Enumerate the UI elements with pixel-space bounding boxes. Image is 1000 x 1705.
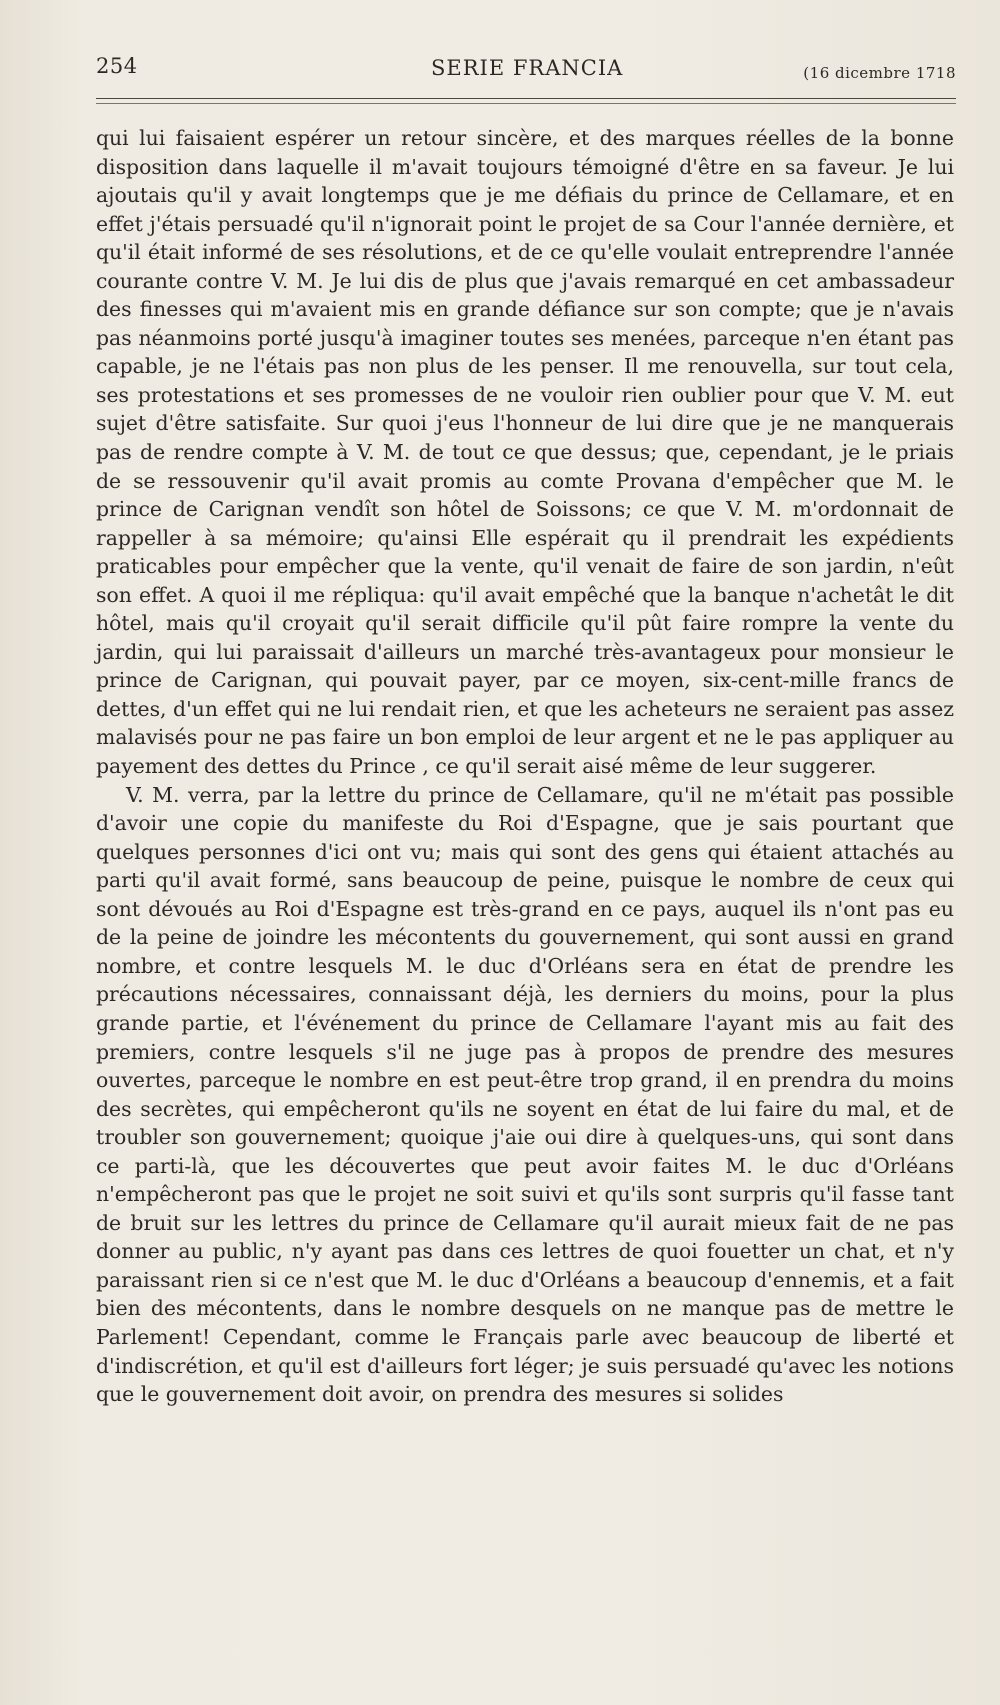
page-number: 254 xyxy=(96,54,138,78)
page-header xyxy=(96,50,956,86)
running-title: SERIE FRANCIA xyxy=(431,56,624,80)
body-text xyxy=(96,124,954,1409)
header-rule xyxy=(96,98,956,99)
header-rule-secondary xyxy=(96,103,956,104)
paragraph: qui lui faisaient espérer un retour sincère, et des marques réelles de la bonne disposition dans laquelle il m'avait toujours témoigné d'être en sa faveur. Je lui ajoutais qu'il y avait longtemps que je me défiais du prince de Cellamare, et en effet j'étais persuadé qu'il n'ignorait point le projet de sa Cour l'année dernière, et qu'il était informé de ses résolutions, et de ce qu'elle voulait entreprendre l'année courante contre V. M. Je lui dis de plus que j'avais remarqué en cet ambassadeur des finesses qui m'avaient mis en grande défiance sur son compte; que je n'avais pas néanmoins porté jusqu'à imaginer toutes ses menées, parceque n'en étant pas capable, je ne l'étais pas non plus de les penser. Il me renouvella, sur tout cela, ses protestations et ses promesses de ne vouloir rien oublier pour que V. M. eut sujet d'être satisfaite. Sur quoi j'eus l'honneur de lui dire que je ne manquerais pas de rendre compte à V. M. de tout ce que dessus; que, cependant, je le priais de se ressouvenir qu'il avait promis au comte Provana d'empêcher que M. le prince de Carignan vendît son hôtel de Soissons; ce que V. M. m'ordonnait de rappeller à sa mémoire; qu'ainsi Elle espérait qu il prendrait les expédients praticables pour empêcher que la vente, qu'il venait de faire de son jardin, n'eût son effet. A quoi il me répliqua: qu'il avait empêché que la banque n'achetât le dit hôtel, mais qu'il croyait qu'il serait difficile qu'il pût faire rompre la vente du jardin, qui lui paraissait d'ailleurs un marché très-avantageux pour monsieur le prince de Carignan, qui pouvait payer, par ce moyen, six-cent-mille francs de dettes, d'un effet qui ne lui rendait rien, et que les acheteurs ne seraient pas assez malavisés pour ne pas faire un bon emploi de leur argent et ne le pas appliquer au payement des dettes du Prince , ce qu'il serait aisé même de leur suggerer. xyxy=(96,126,954,779)
paragraph: V. M. verra, par la lettre du prince de Cellamare, qu'il ne m'était pas possible d'avoir une copie du manifeste du Roi d'Espagne, que je sais pourtant que quelques personnes d'ici ont vu; mais qui sont des gens qui étaient attachés au parti qu'il avait formé, sans beaucoup de peine, puisque le nombre de ceux qui sont dévoués au Roi d'Espagne est très-grand en ce pays, auquel ils n'ont pas eu de la peine de joindre les mécontents du gouvernement, qui sont aussi en grand nombre, et contre lesquels M. le duc d'Orléans sera en état de prendre les précautions nécessaires, connaissant déjà, les derniers du moins, pour la plus grande partie, et l'événement du prince de Cellamare l'ayant mis au fait des premiers, contre lesquels s'il ne juge pas à propos de prendre des mesures ouvertes, parceque le nombre en est peut-être trop grand, il en prendra du moins des secrètes, qui empêcheront qu'ils ne soyent en état de lui faire du mal, et de troubler son gouvernement; quoique j'aie oui dire à quelques-uns, qui sont dans ce parti-là, que les découvertes que peut avoir faites M. le duc d'Orléans n'empêcheront pas que le projet ne soit suivi et qu'ils sont surpris qu'il fasse tant de bruit sur les lettres du prince de Cellamare qu'il aurait mieux fait de ne pas donner au public, n'y ayant pas dans ces lettres de quoi fouetter un chat, et n'y paraissant rien si ce n'est que M. le duc d'Orléans a beaucoup d'ennemis, et a fait bien des mécontents, dans le nombre desquels on ne manque pas de mettre le Parlement! Cependant, comme le Français parle avec beaucoup de liberté et d'indiscrétion, et qu'il est d'ailleurs fort léger; je suis persuadé qu'avec les notions que le gouvernement doit avoir, on prendra des mesures si solides xyxy=(96,782,954,1407)
header-date: (16 dicembre 1718 xyxy=(803,64,956,82)
